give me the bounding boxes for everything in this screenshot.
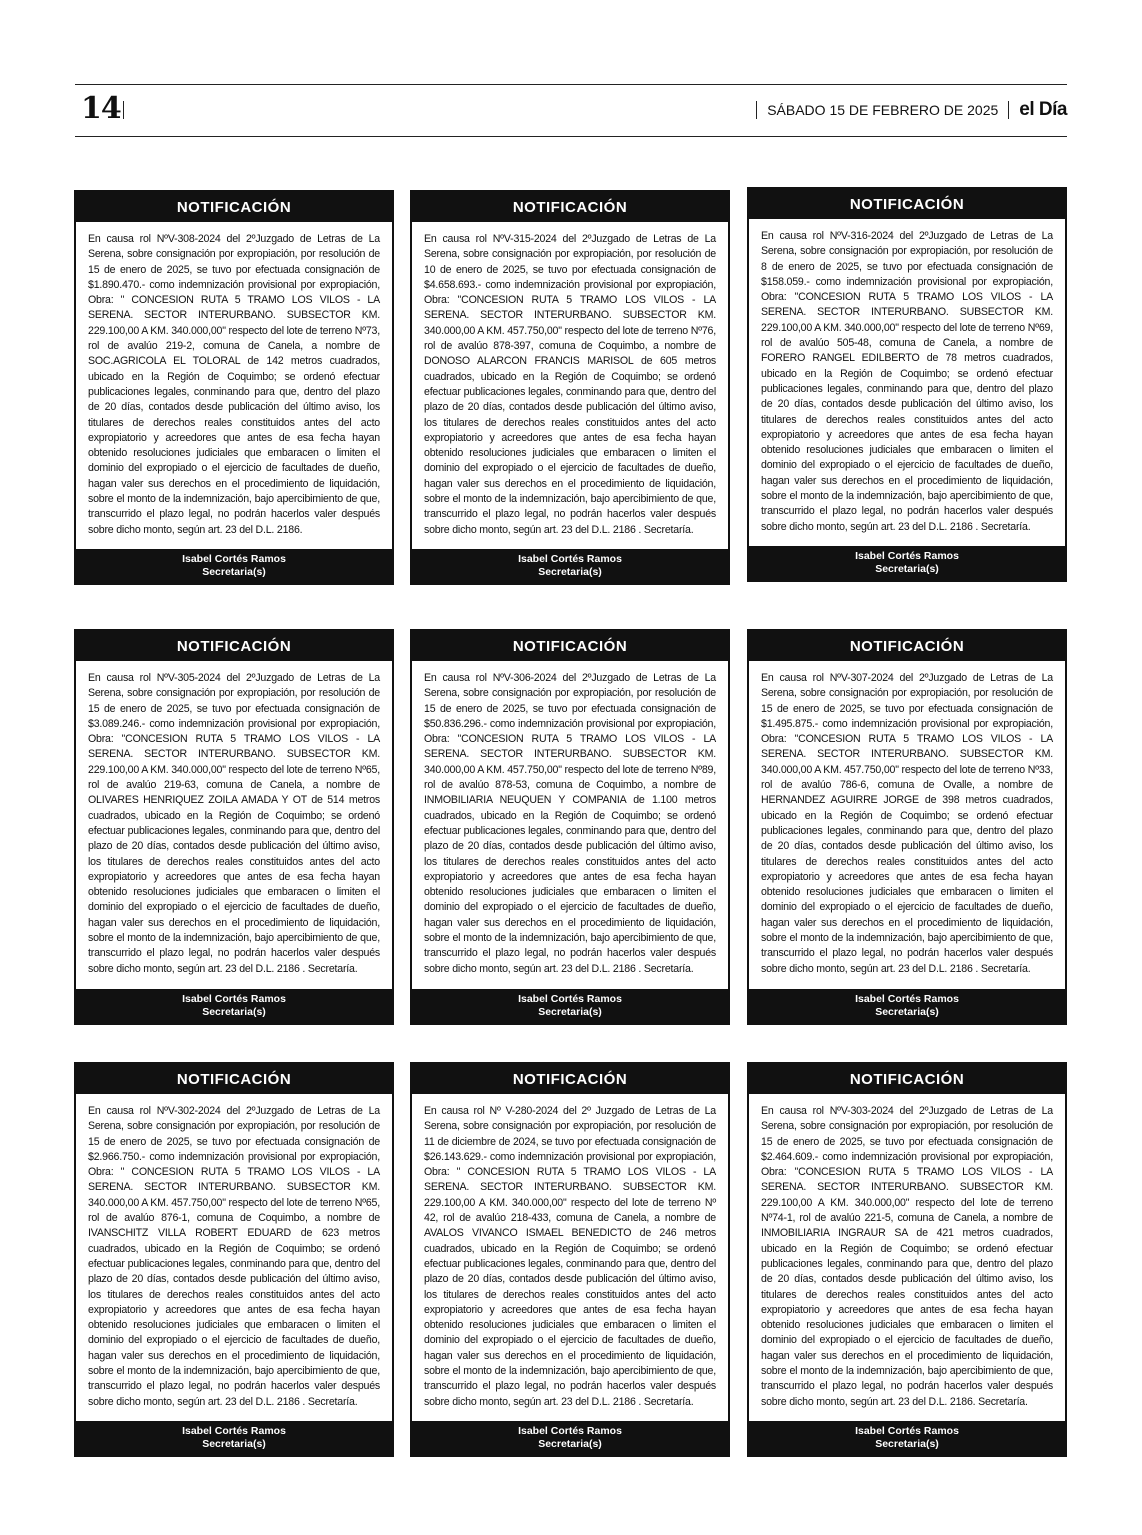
notice-title: NOTIFICACIÓN [412, 1064, 728, 1094]
notice-title: NOTIFICACIÓN [749, 1064, 1065, 1094]
notice-card [410, 1062, 730, 1457]
notice-signature [412, 989, 728, 1023]
notice-title: NOTIFICACIÓN [76, 631, 392, 661]
signer-name: Isabel Cortés Ramos [518, 553, 622, 565]
notice-body: En causa rol NºV-307-2024 del 2ºJuzgado de Letras de La Serena, sobre consignación por expropiación, por resolución de 15 de enero de 2025, se tuvo por efectuada consignación de $1.495.875.- como indemnización provisional por expropiación, Obra: "CONCESION RUTA 5 TRAMO LOS VILOS - LA SERENA. SECTOR INTERURBANO. SUBSECTOR KM. 340.000,00 A KM. 457.750,00" respecto del lote de terreno Nº33, rol de avalúo 786-6, comuna de Ovalle, a nombre de HERNANDEZ AGUIRRE JORGE de 398 metros cuadrados, ubicado en la Región de Coquimbo; se ordenó efectuar publicaciones legales, conminando para que, dentro del plazo de 20 días, contados desde publicación del último aviso, los titulares de derechos reales constituidos antes del acto expropiatorio y acreedores que antes de esa fecha hayan obtenido resoluciones judiciales que embaracen o limiten el dominio del expropiado o el ejercicio de facultades de dueño, hagan valer sus derechos en el procedimiento de liquidación, sobre el monto de la indemnización, bajo apercibimiento de que, transcurrido el plazo legal, no podrán hacerlos valer después sobre dicho monto, según art. 23 del D.L. 2186 . Secretaría. [761, 672, 1053, 975]
notice-body: En causa rol NºV-303-2024 del 2ºJuzgado de Letras de La Serena, sobre consignación por expropiación, por resolución de 15 de enero de 2025, se tuvo por efectuada consignación de $2.464.609.- como indemnización provisional por expropiación, Obra: "CONCESION RUTA 5 TRAMO LOS VILOS - LA SERENA. SECTOR INTERURBANO. SUBSECTOR KM. 229.100,00 A KM. 340.000,00" respecto del lote de terreno Nº74-1, rol de avalúo 221-5, comuna de Canela, a nombre de INMOBILIARIA INGRAUR SA de 421 metros cuadrados, ubicado en la Región de Coquimbo; se ordenó efectuar publicaciones legales, conminando para que, dentro del plazo de 20 días, contados desde publicación del último aviso, los titulares de derechos reales constituidos antes del acto expropiatorio y acreedores que antes de esa fecha hayan obtenido resoluciones judiciales que embaracen o limiten el dominio del expropiado o el ejercicio de facultades de dueño, hagan valer sus derechos en el procedimiento de liquidación, sobre el monto de la indemnización, bajo apercibimiento de que, transcurrido el plazo legal, no podrán hacerlos valer después sobre dicho monto, según art. 23 del D.L. 2186. Secretaría. [761, 1105, 1053, 1408]
notice-title: NOTIFICACIÓN [412, 631, 728, 661]
header-right [746, 99, 1067, 121]
newspaper-logo: el Día [1019, 99, 1067, 120]
signer-role: Secretaria(s) [875, 1438, 939, 1450]
notice-title: NOTIFICACIÓN [76, 1064, 392, 1094]
signer-name: Isabel Cortés Ramos [855, 550, 959, 562]
notice-title: NOTIFICACIÓN [412, 192, 728, 222]
signer-role: Secretaria(s) [202, 1438, 266, 1450]
signer-name: Isabel Cortés Ramos [855, 1425, 959, 1437]
signer-role: Secretaria(s) [538, 566, 602, 578]
signer-role: Secretaria(s) [875, 563, 939, 575]
signer-role: Secretaria(s) [202, 1006, 266, 1018]
notice-card [74, 1062, 394, 1457]
notice-card [74, 629, 394, 1025]
notice-card [410, 190, 730, 585]
publication-date: SÁBADO 15 DE FEBRERO DE 2025 [767, 102, 999, 118]
page-header [75, 84, 1067, 137]
notice-card [74, 190, 394, 585]
notice-signature [412, 1421, 728, 1455]
signer-role: Secretaria(s) [538, 1438, 602, 1450]
signer-role: Secretaria(s) [875, 1006, 939, 1018]
notice-signature [76, 989, 392, 1023]
notice-title: NOTIFICACIÓN [749, 631, 1065, 661]
notice-title: NOTIFICACIÓN [749, 189, 1065, 219]
header-divider [123, 101, 124, 119]
notice-body: En causa rol NºV-315-2024 del 2ºJuzgado de Letras de La Serena, sobre consignación por expropiación, por resolución de 10 de enero de 2025, se tuvo por efectuada consignación de $4.658.693.- como indemnización provisional por expropiación, Obra: "CONCESION RUTA 5 TRAMO LOS VILOS - LA SERENA. SECTOR INTERURBANO. SUBSECTOR KM. 340.000,00 A KM. 457.750,00" respecto del lote de terreno Nº76, rol de avalúo 878-397, comuna de Coquimbo, a nombre de DONOSO ALARCON FRANCIS MARISOL de 605 metros cuadrados, ubicado en la Región de Coquimbo; se ordenó efectuar publicaciones legales, conminando para que, dentro del plazo de 20 días, contados desde publicación del último aviso, los titulares de derechos reales constituidos antes del acto expropiatorio y acreedores que antes de esa fecha hayan obtenido resoluciones judiciales que embaracen o limiten el dominio del expropiado o el ejercicio de facultades de dueño, hagan valer sus derechos en el procedimiento de liquidación, sobre el monto de la indemnización, bajo apercibimiento de que, transcurrido el plazo legal, no podrán hacerlos valer después sobre dicho monto, según art. 23 del D.L. 2186 . Secretaría. [424, 233, 716, 536]
signer-role: Secretaria(s) [202, 566, 266, 578]
notice-body: En causa rol NºV-302-2024 del 2ºJuzgado de Letras de La Serena, sobre consignación por expropiación, por resolución de 15 de enero de 2025, se tuvo por efectuada consignación de $2.966.750.- como indemnización provisional por expropiación, Obra: " CONCESION RUTA 5 TRAMO LOS VILOS - LA SERENA. SECTOR INTERURBANO. SUBSECTOR KM. 340.000,00 A KM. 457.750,00" respecto del lote de terreno Nº65, rol de avalúo 876-1, comuna de Coquimbo, a nombre de IVANSCHITZ VILLA ROBERT EDUARD de 623 metros cuadrados, ubicado en la Región de Coquimbo; se ordenó efectuar publicaciones legales, conminando para que, dentro del plazo de 20 días, contados desde publicación del último aviso, los titulares de derechos reales constituidos antes del acto expropiatorio y acreedores que antes de esa fecha hayan obtenido resoluciones judiciales que embaracen o limiten el dominio del expropiado o el ejercicio de facultades de dueño, hagan valer sus derechos en el procedimiento de liquidación, sobre el monto de la indemnización, bajo apercibimiento de que, transcurrido el plazo legal, no podrán hacerlos valer después sobre dicho monto, según art. 23 del D.L. 2186 . Secretaría. [88, 1105, 380, 1408]
notice-card [747, 629, 1067, 1025]
signer-role: Secretaria(s) [538, 1006, 602, 1018]
notice-body: En causa rol NºV-308-2024 del 2ºJuzgado de Letras de La Serena, sobre consignación por expropiación, por resolución de 15 de enero de 2025, se tuvo por efectuada consignación de $1.890.470.- como indemnización provisional por expropiación, Obra: " CONCESION RUTA 5 TRAMO LOS VILOS - LA SERENA. SECTOR INTERURBANO. SUBSECTOR KM. 229.100,00 A KM. 340.000,00" respecto del lote de terreno Nº73, rol de avalúo 219-2, comuna de Canela, a nombre de SOC.AGRICOLA EL TOLORAL de 142 metros cuadrados, ubicado en la Región de Coquimbo; se ordenó efectuar publicaciones legales, conminando para que, dentro del plazo de 20 días, contados desde publicación del último aviso, los titulares de derechos reales constituidos antes del acto expropiatorio y acreedores que antes de esa fecha hayan obtenido resoluciones judiciales que embaracen o limiten el dominio del expropiado o el ejercicio de facultades de dueño, hagan valer sus derechos en el procedimiento de liquidación, sobre el monto de la indemnización, bajo apercibimiento de que, transcurrido el plazo legal, no podrán hacerlos valer después sobre dicho monto, según art. 23 del D.L. 2186. [88, 233, 380, 536]
notice-signature [749, 546, 1065, 580]
notice-signature [76, 549, 392, 583]
signer-name: Isabel Cortés Ramos [182, 1425, 286, 1437]
date-divider [756, 101, 757, 119]
signer-name: Isabel Cortés Ramos [518, 993, 622, 1005]
notice-signature [76, 1421, 392, 1455]
notice-body: En causa rol NºV-316-2024 del 2ºJuzgado de Letras de La Serena, sobre consignación por expropiación, por resolución de 8 de enero de 2025, se tuvo por efectuada consignación de $158.059.- como indemnización provisional por expropiación, Obra: "CONCESION RUTA 5 TRAMO LOS VILOS - LA SERENA. SECTOR INTERURBANO. SUBSECTOR KM. 229.100,00 A KM. 340.000,00" respecto del lote de terreno Nº69, rol de avalúo 505-48, comuna de Canela, a nombre de FORERO RANGEL EDILBERTO de 78 metros cuadrados, ubicado en la Región de Coquimbo; se ordenó efectuar publicaciones legales, conminando para que, dentro del plazo de 20 días, contados desde publicación del último aviso, los titulares de derechos reales constituidos antes del acto expropiatorio y acreedores que antes de esa fecha hayan obtenido resoluciones judiciales que embaracen o limiten el dominio del expropiado o el ejercicio de facultades de dueño, hagan valer sus derechos en el procedimiento de liquidación, sobre el monto de la indemnización, bajo apercibimiento de que, transcurrido el plazo legal, no podrán hacerlos valer después sobre dicho monto, según art. 23 del D.L. 2186 . Secretaría. [761, 230, 1053, 533]
brand-divider [1008, 101, 1009, 119]
notice-card [747, 1062, 1067, 1457]
notice-body: En causa rol NºV-305-2024 del 2ºJuzgado de Letras de La Serena, sobre consignación por expropiación, por resolución de 15 de enero de 2025, se tuvo por efectuada consignación de $3.089.246.- como indemnización provisional por expropiación, Obra: "CONCESION RUTA 5 TRAMO LOS VILOS - LA SERENA. SECTOR INTERURBANO. SUBSECTOR KM. 229.100,00 A KM. 340.000,00" respecto del lote de terreno Nº65, rol de avalúo 219-63, comuna de Canela, a nombre de OLIVARES HENRIQUEZ ZOILA AMADA Y OT de 514 metros cuadrados, ubicado en la Región de Coquimbo; se ordenó efectuar publicaciones legales, conminando para que, dentro del plazo de 20 días, contados desde publicación del último aviso, los titulares de derechos reales constituidos antes del acto expropiatorio y acreedores que antes de esa fecha hayan obtenido resoluciones judiciales que embaracen o limiten el dominio del expropiado o el ejercicio de facultades de dueño, hagan valer sus derechos en el procedimiento de liquidación, sobre el monto de la indemnización, bajo apercibimiento de que, transcurrido el plazo legal, no podrán hacerlos valer después sobre dicho monto, según art. 23 del D.L. 2186 . Secretaría. [88, 672, 380, 975]
notice-body: En causa rol Nº V-280-2024 del 2º Juzgado de Letras de La Serena, sobre consignación por expropiación, por resolución de 11 de diciembre de 2024, se tuvo por efectuada consignación de $26.143.629.- como indemnización provisional por expropiación, Obra: " CONCESION RUTA 5 TRAMO LOS VILOS - LA SERENA. SECTOR INTERURBANO. SUBSECTOR KM. 229.100,00 A KM. 340.000,00" respecto del lote de terreno Nº 42, rol de avalúo 218-433, comuna de Canela, a nombre de AVALOS VIVANCO ISMAEL BENEDICTO de 246 metros cuadrados, ubicado en la Región de Coquimbo; se ordenó efectuar publicaciones legales, conminando para que, dentro del plazo de 20 días, contados desde publicación del último aviso, los titulares de derechos reales constituidos antes del acto expropiatorio y acreedores que antes de esa fecha hayan obtenido resoluciones judiciales que embaracen o limiten el dominio del expropiado o el ejercicio de facultades de dueño, hagan valer sus derechos en el procedimiento de liquidación, sobre el monto de la indemnización, bajo apercibimiento de que, transcurrido el plazo legal, no podrán hacerlos valer después sobre dicho monto, según art. 23 del D.L. 2186 . Secretaría. [424, 1105, 716, 1408]
notice-card [747, 187, 1067, 582]
notice-card [410, 629, 730, 1025]
notice-signature [749, 1421, 1065, 1455]
signer-name: Isabel Cortés Ramos [182, 993, 286, 1005]
notice-body: En causa rol NºV-306-2024 del 2ºJuzgado de Letras de La Serena, sobre consignación por expropiación, por resolución de 15 de enero de 2025, se tuvo por efectuada consignación de $50.836.296.- como indemnización provisional por expropiación, Obra: "CONCESION RUTA 5 TRAMO LOS VILOS - LA SERENA. SECTOR INTERURBANO. SUBSECTOR KM. 340.000,00 A KM. 457.750,00" respecto del lote de terreno Nº89, rol de avalúo 878-53, comuna de Coquimbo, a nombre de INMOBILIARIA NEUQUEN Y COMPANIA de 1.100 metros cuadrados, ubicado en la Región de Coquimbo; se ordenó efectuar publicaciones legales, conminando para que, dentro del plazo de 20 días, contados desde publicación del último aviso, los titulares de derechos reales constituidos antes del acto expropiatorio y acreedores que antes de esa fecha hayan obtenido resoluciones judiciales que embaracen o limiten el dominio del expropiado o el ejercicio de facultades de dueño, hagan valer sus derechos en el procedimiento de liquidación, sobre el monto de la indemnización, bajo apercibimiento de que, transcurrido el plazo legal, no podrán hacerlos valer después sobre dicho monto, según art. 23 del D.L. 2186 . Secretaría. [424, 672, 716, 975]
notice-signature [412, 549, 728, 583]
notice-signature [749, 989, 1065, 1023]
signer-name: Isabel Cortés Ramos [182, 553, 286, 565]
notice-title: NOTIFICACIÓN [76, 192, 392, 222]
signer-name: Isabel Cortés Ramos [518, 1425, 622, 1437]
page-number: 14 [81, 91, 121, 126]
signer-name: Isabel Cortés Ramos [855, 993, 959, 1005]
